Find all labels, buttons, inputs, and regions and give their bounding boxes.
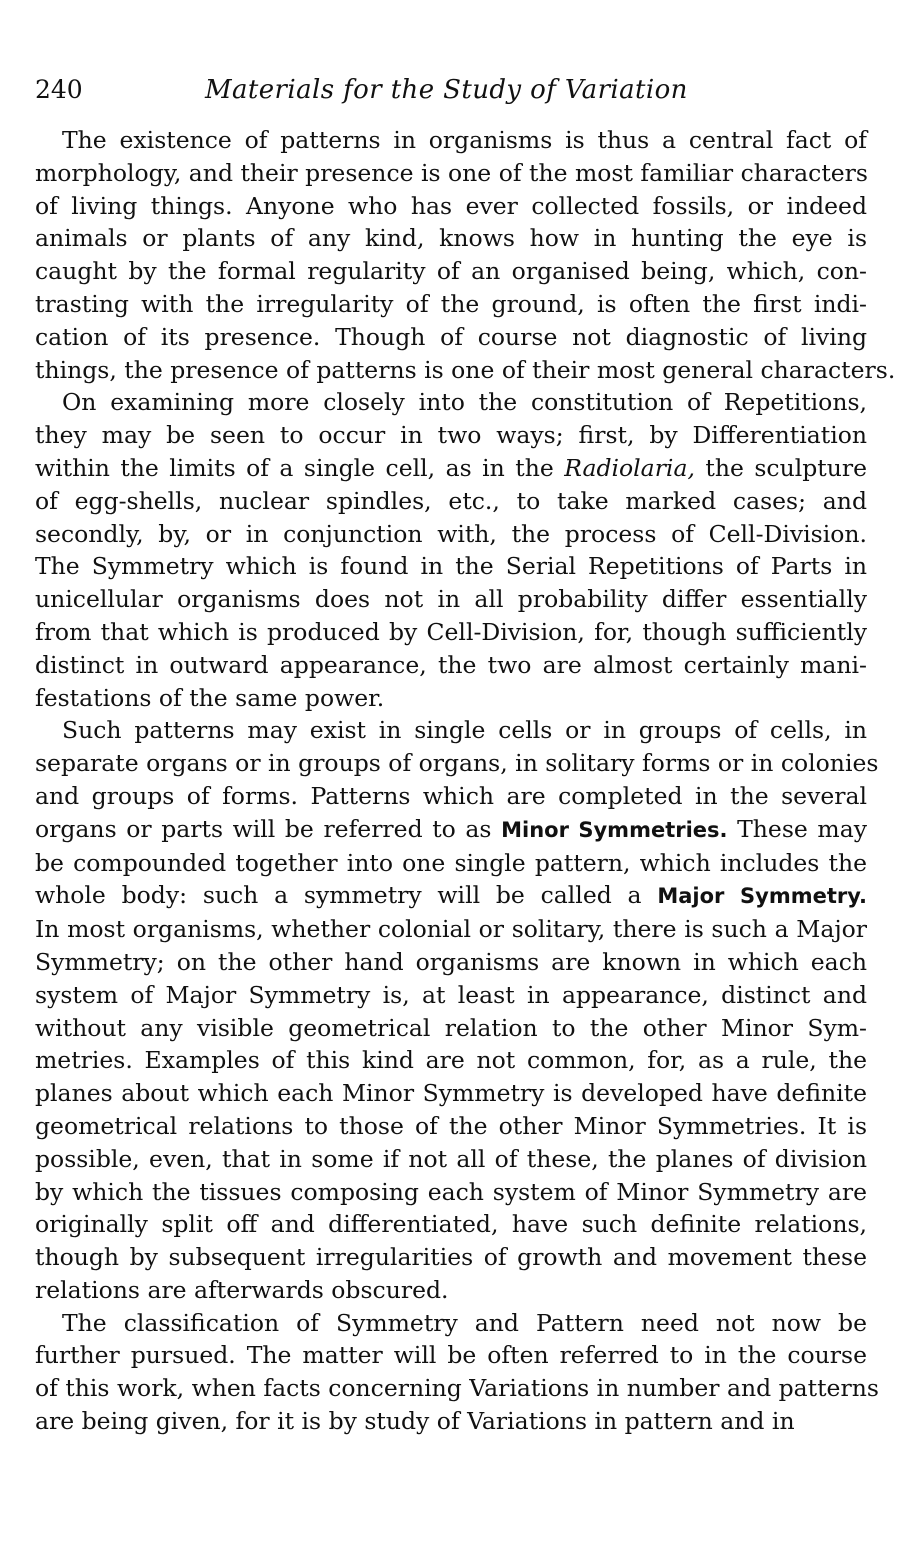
text-line [35,583,867,616]
text-line [35,1143,867,1176]
text-line [35,157,867,190]
text-line [35,879,867,913]
text-segment: from that which is produced by Cell-Division, for, though sufficiently [35,617,867,646]
paragraph-3 [35,714,879,1306]
text-segment: unicellular organisms does not in all probability differ essentially [35,585,867,614]
text-segment: by which the tissues composing each system of Minor Symmetry are [35,1177,867,1206]
italic-term: Radiolaria, [564,453,695,482]
text-line [35,1110,867,1143]
text-segment: geometrical relations to those of the other Minor Symmetries. It is [35,1111,867,1140]
text-segment: further pursued. The matter will be often referred to in the course [35,1341,867,1370]
body-text [35,124,896,1438]
text-segment: metries. Examples of this kind are not common, for, as a rule, the [35,1046,867,1075]
text-line [35,780,867,813]
text-segment: without any visible geometrical relation to the other Minor Sym- [35,1013,867,1042]
text-line [35,452,867,485]
text-segment: cation of its presence. Though of course not diagnostic of living [35,322,867,351]
text-segment: In most organisms, whether colonial or solitary, there is such a Major [35,915,867,944]
text-line [35,649,867,682]
text-segment: relations are afterwards obscured. [35,1275,449,1304]
text-segment: possible, even, that in some if not all of these, the planes of division [35,1144,867,1173]
bold-term: Minor Symmetries. [501,817,728,842]
text-line [35,321,867,354]
text-segment: of this work, when facts concerning Variations in number and patterns [35,1374,879,1403]
text-segment: Such patterns may exist in single cells or in groups of cells, in [62,716,867,745]
text-line [35,1307,867,1340]
text-line [35,288,867,321]
text-line [35,419,867,452]
running-title: Materials for the Study of Variation [205,75,688,105]
paragraph-4 [35,1307,879,1438]
text-line [35,386,867,419]
text-line [35,1339,867,1372]
text-segment: organs or parts will be referred to as [35,814,502,843]
text-segment: distinct in outward appearance, the two are almost certainly mani- [35,650,867,679]
text-line [35,255,867,288]
text-segment: planes about which each Minor Symmetry is developed have definite [35,1079,867,1108]
text-line [35,1044,867,1077]
text-line [35,747,879,780]
text-line [35,1241,867,1274]
text-segment: though by subsequent irregularities of growth and movement these [35,1243,867,1272]
text-line [35,1372,879,1405]
text-segment: system of Major Symmetry is, at least in appearance, distinct and [35,980,867,1009]
text-line [35,913,867,946]
paragraph-1 [35,124,896,386]
text-line [35,682,867,715]
text-line [35,354,896,387]
text-line [35,979,867,1012]
text-line [35,1405,867,1438]
text-line [35,616,867,649]
text-segment: secondly, by, or in conjunction with, the process of Cell-Division. [35,519,867,548]
text-line [35,124,867,157]
text-line [35,847,867,880]
text-line [35,946,867,979]
text-line [35,485,867,518]
text-segment: Symmetry; on the other hand organisms are known in which each [35,947,867,976]
text-segment: be compounded together into one single pattern, which includes the [35,848,867,877]
text-segment: of egg-shells, nuclear spindles, etc., to take marked cases; and [35,486,867,515]
text-segment: of living things. Anyone who has ever collected fossils, or indeed [35,191,867,220]
page-number: 240 [35,75,83,104]
text-line [35,1176,867,1209]
text-line [35,1208,867,1241]
bold-term: Major Symmetry. [657,884,867,909]
text-segment: whole body: such a symmetry will be called a [35,881,658,910]
paragraph-2 [35,386,867,714]
text-segment: the sculpture [694,453,868,482]
text-line [35,1077,867,1110]
text-segment: The Symmetry which is found in the Serial Repetitions of Parts in [35,552,867,581]
text-segment: animals or plants of any kind, knows how in hunting the eye is [35,224,867,253]
text-segment: The existence of patterns in organisms is thus a central fact of [62,126,867,154]
text-line [35,1012,867,1045]
text-line [35,1274,867,1307]
text-line [35,714,867,747]
text-segment: are being given, for it is by study of Variations in pattern and in [35,1407,795,1436]
text-segment: trasting with the irregularity of the ground, is often the first indi- [35,289,867,318]
text-segment: morphology, and their presence is one of the most familiar characters [35,158,868,187]
text-line [35,190,867,223]
page-header [35,70,867,110]
text-segment: and groups of forms. Patterns which are completed in the several [35,781,867,810]
text-line [35,550,867,583]
text-segment: On examining more closely into the constitution of Repetitions, [62,388,867,417]
text-segment: originally split off and differentiated, have such definite relations, [35,1210,867,1239]
text-segment: festations of the same power. [35,683,385,712]
text-segment: separate organs or in groups of organs, in solitary forms or in colonies [35,749,879,778]
text-segment: The classification of Symmetry and Pattern need not now be [62,1308,867,1337]
text-segment: they may be seen to occur in two ways; first, by Differentiation [35,421,867,450]
text-segment: These may [727,814,867,843]
text-segment: within the limits of a single cell, as in the [35,453,565,482]
text-segment: caught by the formal regularity of an organised being, which, con- [35,257,867,286]
text-segment: things, the presence of patterns is one of their most general characters. [35,355,896,384]
text-line [35,813,867,847]
text-line [35,222,867,255]
text-line [35,518,867,551]
